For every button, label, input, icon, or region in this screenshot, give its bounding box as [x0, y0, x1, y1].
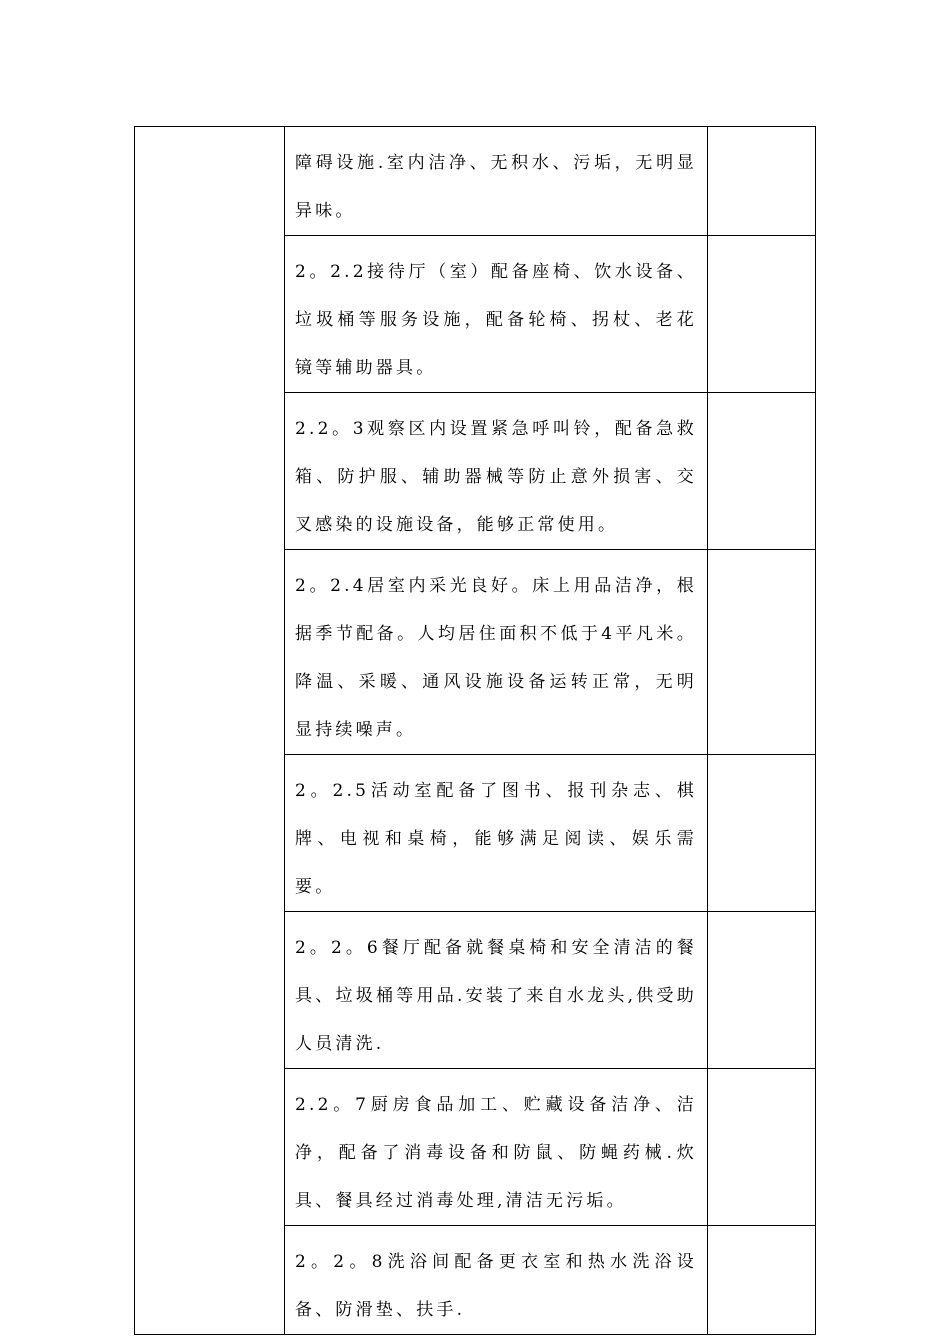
category-cell [135, 127, 285, 1335]
requirement-text: 2.2。3观察区内设置紧急呼叫铃，配备急救箱、防护服、辅助器械等防止意外损害、交叉感染的设施设备，能够正常使用。 [295, 419, 697, 535]
requirement-cell [285, 550, 708, 755]
standards-table [134, 126, 816, 1335]
score-cell [708, 236, 816, 393]
score-cell [708, 1069, 816, 1226]
requirement-cell [285, 912, 708, 1069]
requirement-text: 障碍设施.室内洁净、无积水、污垢，无明显异味。 [295, 153, 697, 221]
table-row [135, 127, 816, 236]
score-cell [708, 1226, 816, 1335]
requirement-text: 2。2。6餐厅配备就餐桌椅和安全清洁的餐具、垃圾桶等用品.安装了来自水龙头,供受助人员清洗. [295, 938, 697, 1054]
score-cell [708, 755, 816, 912]
score-cell [708, 550, 816, 755]
requirement-text: 2。2.2接待厅（室）配备座椅、饮水设备、垃圾桶等服务设施，配备轮椅、拐杖、老花镜等辅助器具。 [295, 262, 697, 378]
requirement-cell [285, 127, 708, 236]
requirement-cell [285, 393, 708, 550]
requirement-cell [285, 1226, 708, 1335]
requirement-text: 2。2.5活动室配备了图书、报刊杂志、棋牌、电视和桌椅，能够满足阅读、娱乐需要。 [295, 781, 697, 897]
requirement-cell [285, 236, 708, 393]
score-cell [708, 393, 816, 550]
requirement-cell [285, 755, 708, 912]
score-cell [708, 127, 816, 236]
score-cell [708, 912, 816, 1069]
requirement-text: 2。2。8洗浴间配备更衣室和热水洗浴设备、防滑垫、扶手. [295, 1252, 697, 1320]
requirement-text: 2.2。7厨房食品加工、贮藏设备洁净、洁净，配备了消毒设备和防鼠、防蝇药械.炊具、餐具经过消毒处理,清洁无污垢。 [295, 1095, 697, 1211]
requirement-cell [285, 1069, 708, 1226]
requirement-text: 2。2.4居室内采光良好。床上用品洁净，根据季节配备。人均居住面积不低于4平凡米。降温、采暖、通风设施设备运转正常，无明显持续噪声。 [295, 576, 697, 740]
